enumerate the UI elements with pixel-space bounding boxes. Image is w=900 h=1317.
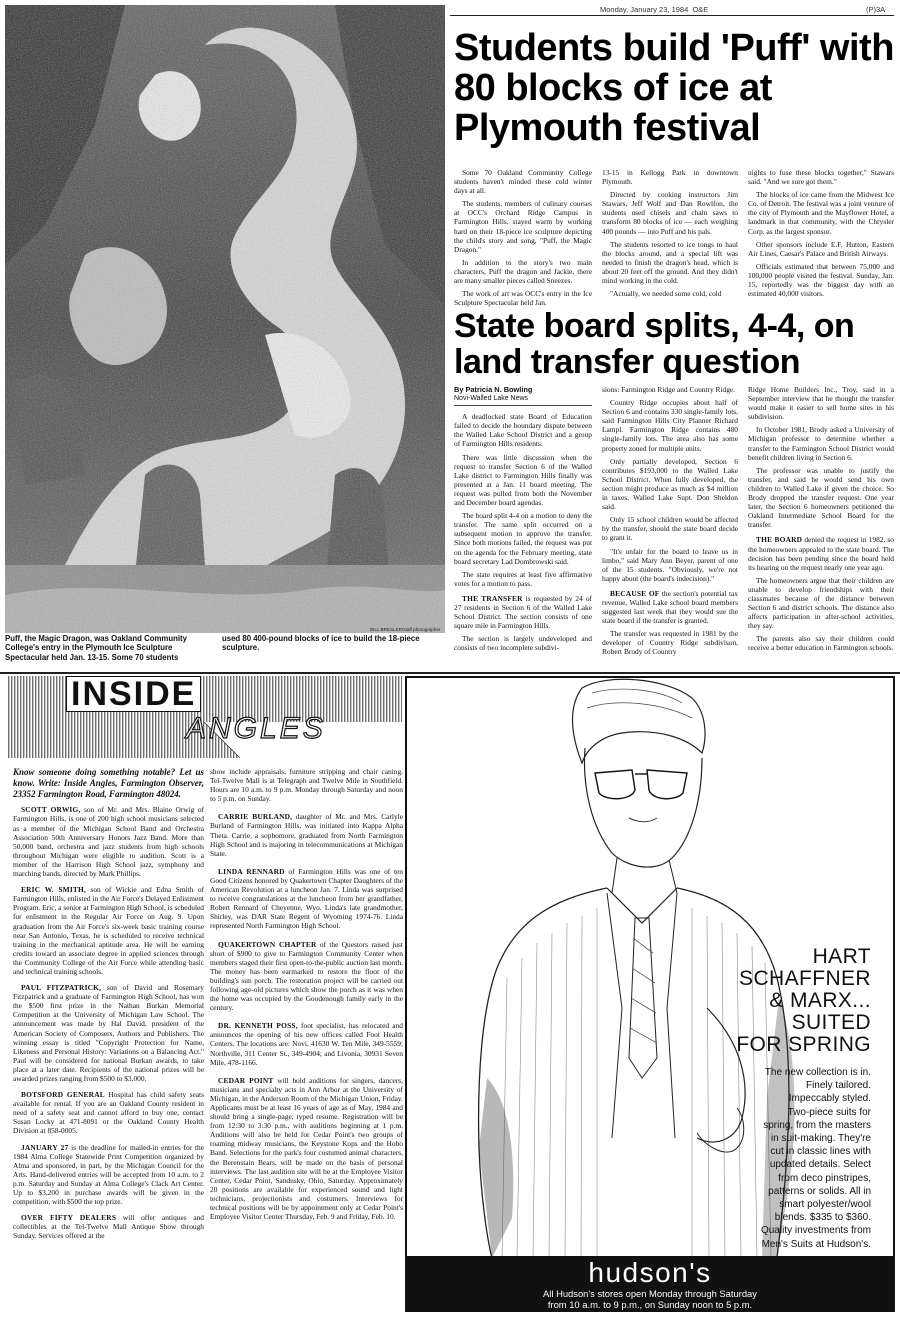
item-cedar-point: CEDAR POINT will hold auditions for singers, dancers, musicians and specialty acts in Ann Arbor at the University of Michigan, in the Anderson Room of the Michigan Union, Friday. Applicants must be at least 16 years of age as of May, 1984 and should bring a single-page, typed resume. Registration will be from 12:30 to 3:30 p.m., with auditions beginning at 1 p.m. Auditions will also be held for Cedar Point's two groups of roaming midway musicians, the Keystone Kops and the Hobo Band. Selections for the park's four costumed animal characters, the Berenstain Bears, will be made on the basis of personal interviews. The last audition site will be at the Employee Visitor Center, Cedar Point, Sandusky, Ohio, Saturday. Approximately 20 positions are available for experienced sound and light technicians, projectionists and costumers. Interviews for technical positions will be by appointment only at Cedar Point's Employee Visitor Center Thursday, Feb. 9 and Friday, Feb. 10. [210, 1075, 404, 1222]
hudsons-logo: hudson's [588, 1257, 712, 1288]
page-number: (P)3A [866, 5, 886, 14]
inside-angles-logo [8, 676, 402, 758]
puff-story-col3: nights to fuse these blocks together," Stawars said. "And we sure got them." The blocks of ice came from the Midwest Ice Co. of Detroit. The festival was a joint venture of the city of Plymouth and the Mayflower Hotel, a landmark in that community, with the Chrysler Corp. as the largest sponsor. Other sponsors include E.F. Hutton, Eastern Air Lines, Caesar's Palace and British Airways. Officials estimated that between 75,000 and 100,000 people visited the festival. Sunday, Jan. 15, reportedly was the biggest day with an estimated 40,000 visitors. [748, 168, 894, 299]
ad-headline: HART SCHAFFNER & MARX... SUITED FOR SPRING [736, 945, 871, 1056]
inside-col2: show include appraisals, furniture stripping and chair caning. Tel-Twelve Mall is at Telegraph and Twelve Mile in Southfield. Hours are 10 a.m. to 9 p.m. Monday through Saturday and noon to 5 p.m. on Sunday. CARRIE BURLAND, daughter of Mr. and Mrs. Carlyle Burland of Farmington Hills, was initiated into Kappa Alpha Theta. Carrie, a sophomore, graduated from North Farmington High School and is majoring in telecommunications at Michigan State. LINDA RENNARD of Farmington Hills was one of ten Good Citizens honored by Quakertown Chapter Daughters of the American Revolution at a luncheon Jan. 7. Linda was surprised to receive congratulations at the luncheon from her grandfather, Robert Rennard of Cheyenne, Wyo. Linda's late grandmother, Shirley, was DAR State Regent of Wyoming 1974-76. Linda represented North Farmington High School. QUAKERTOWN CHAPTER of the Questors raised just short of $900 to give to Farmington Community Center when members staged their first open-to-the-public auction last month. The money has been earmarked to restore the floor of the building's sun porch. The restoration project will be carried out following age-old pictures which show the porch as it was when the home was occupied by the Goodenough family early in the century. DR. KENNETH POSS, foot specialist, has relocated and announces the opening of his new offices called Foot Health Centers. The locations are: Novi, 41630 W. Ten Mile, 349-5559; Northville, 311 Center St., 349-4904; and Livonia, 30931 Seven Mile, 478-1166. CEDAR POINT will hold auditions for singers, dancers, musicians and specialty acts in Ann Arbor at the University of Michigan, in the Anderson Room of the Michigan Union, Friday. Applicants must be at least 16 years of age as of May, 1984 and should bring a single-page, typed resume. Registration will be from 12:30 to 3:30 p.m., with auditions beginning at 1 p.m. Auditions will also be held for Cedar Point's two groups of roaming midway musicians, the Keystone Kops and the Hobo Band. Selections for the park's four costumed animal characters, the Berenstain Bears, will be made on the basis of personal interviews. The last audition site will be at the Employee Visitor Center, Cedar Point, Sandusky, Ohio, Saturday. Approximately 20 positions are available for experienced sound and light technicians, projectionists and costumers. Interviews for technical positions will be by appointment only at Cedar Point's Employee Visitor Center Thursday, Feb. 9 and Friday, Feb. 10. [210, 767, 404, 1222]
store-hours-line1: All Hudson's stores open Monday through Saturday [543, 1288, 757, 1299]
item-poss: DR. KENNETH POSS, foot specialist, has relocated and announces the opening of his new offices called Foot Health Centers. The locations are: Novi, 41630 W. Ten Mile, 349-5559; Northville, 311 Center St., 349-4904; and Livonia, 30931 Seven Mile, 478-1166. [210, 1021, 403, 1067]
byline-org: Novi-Walled Lake News [454, 394, 592, 406]
item-smith: ERIC W. SMITH, son of Wickie and Edna Smith of Farmington Hills, enlisted in the Air Force's Delayed Enlistment Program. Eric, a senior at Farmington High School, is scheduled for enlistment in the Regular Air Force on Aug. 9. Upon graduation from the Air Force's six-week basic training course near San Antonio, Texas, he is scheduled to receive technical training in the mechanical aptitude area. He will be earning credits toward an associate degree in applied sciences through the Community College of the Air Force while attending basic and technical training schools. [13, 885, 204, 976]
board-story-col2: sions: Farmington Ridge and Country Ridge. Country Ridge occupies about half of Section 6 and contains 330 single-family lots, said Farmington Hills City Planner Richard Lampl. Farmington Ridge contains 480 single-family lots. The area also has some property zoned for multiple units. Only partially developed, Section 6 contributes $193,000 to the Walled Lake School District. When fully developed, the section might produce as much as $4 million in taxes, Walled Lake Supt. Don Sheldon said. Only 15 school children would be affected by the transfer, should the state board decide to grant it. "It's unfair for the board to leave us in limbo," said Mary Ann Beyer, parent of one of the 15 students. "Obviously, we're not happy about (the board's indecision)." BECAUSE OF the section's potential tax revenue, Walled Lake school board members suggested last week that they would sue the state board if the transfer is granted. The transfer was requested in 1981 by the developer of Country Ridge subdivison, Robert Brody of Country [602, 385, 738, 657]
folio-rule [450, 15, 894, 16]
photo-caption-right: used 80 400-pound blocks of ice to build the 18-piece sculpture. [222, 634, 420, 653]
ice-sculpture-photo [5, 5, 445, 633]
hudsons-ad [405, 676, 895, 1312]
puff-story-col2: 13-15 in Kellogg Park in downtown Plymouth. Directed by cooking instructors Jim Stawars, Jeff Wolf and Dan Rowlfon, the students used chisels and chain saws to transform 80 blocks of ice — each weighing 400 pounds — into Puff and his pals. The students resorted to ice tongs to haul the blocks around, and a special lift was needed to finish the dragon's head, which is about 20 feet off the ground. And they didn't mind working in the cold. "Actually, we needed some cold, cold [602, 168, 738, 299]
photo-credit: BILL BRESLER/staff photographer [370, 627, 441, 632]
puff-headline: Students build 'Puff' with 80 blocks of ice at Plymouth festival [454, 27, 894, 149]
item-rennard: LINDA RENNARD of Farmington Hills was one of ten Good Citizens honored by Quakertown Chapter Daughters of the American Revolution at a luncheon Jan. 7. Linda was surprised to receive congratulations at the luncheon from her grandfather, Robert Rennard of Cheyenne, Wyo. Linda's late grandmother, Shirley, was DAR State Regent of Wyoming 1974-76. Linda represented North Farmington High School. [210, 866, 403, 931]
photo-caption-left: Puff, the Magic Dragon, was Oakland Community College's entry in the Plymouth Ice Sculpture Spectacular held Jan. 13-15. Some 70 students [5, 634, 187, 662]
byline: By Patricia N. Bowling [454, 385, 533, 394]
item-orwig: SCOTT ORWIG, son of Mr. and Mrs. Blaine Orwig of Farmington Hills, is one of 200 high school musicians selected as a member of the Michigan School Band and Orchestra Association 50th Anniversary Honors Jazz Band. More than 50,000 band, orchestra and jazz students from high schools throughout Michigan were eligible to audition. Scott is a member of the Harrison High School jazz, symphony and marching bands, directed by Mark Phillips. [13, 805, 205, 879]
section-rule [0, 672, 900, 674]
item-fitzpatrick: PAUL FITZPATRICK, son of David and Rosemary Fitzpatrick and a graduate of Farmington High School, has won the $500 first prize in the Nathan Burkan Memorial Competition at the University of Michigan Law School. The announcement was made by Hal David, president of the American Society of Composers, Authors and Publishers. The winning essay is titled "Copyright Protection for Name, Likeness and Personal History: Variations on a Balancing Act." Paul will be considered for national Burkan awards, to take place at a later date. Recipients of the national prizes will be awarded prizes ranging from $500 to $3,000. [13, 983, 204, 1084]
inside-intro: Know someone doing something notable? Let us know. Write: Inside Angles, Farmington Observer, 23352 Farmington Road, Farmington 48024. [13, 767, 204, 799]
board-story-col3: Ridge Home Builders Inc., Troy, said in a September interview that he thought the transfer would make it easier to sell home sites in his subdivision. In October 1981, Brody asked a University of Michigan professor to determine whether a transfer to the Farmington School District would benefit children living in Section 6. The professor was unable to justify the transfer, and said he would send his own children to Walled Lake if given the choice. So Brody dropped the transfer request. One year later, the Section 6 homeowners petitioned the Oakland Intermediate School Board for the transfer. THE BOARD denied the request in 1982, so the homeowners appealed to the state board. The decision has been pending since the board held its hearing on the request nearly one year ago. The homeowners argue that their children are unable to develop friendships with their classmates because of the distance between Section 6 and district schools. The distance also affects participation in after-school activities, they say. The parents also say their children could receive a better education in Farmington schools. [748, 385, 895, 653]
page-date: Monday, January 23, 1984 O&E [600, 5, 709, 14]
logo-word-angles: ANGLES [186, 712, 326, 745]
board-story-col1: By Patricia N. Bowling Novi-Walled Lake News A deadlocked state Board of Education failed to decide the boundary dispute between the Walled Lake School District and a group of Farmington Hills residents. There was little discussion when the request to transfer Section 6 of the Walled Lake district to Farmington Hills finally was presented at a Jan. 11 board meeting. The request was pulled from both the November and December board agendas. The board split 4-4 on a motion to deny the transfer. The same split occurred on a subsequent motion to approve the transfer. Since both motions failed, the request was put on the agenda for the February meeting, state board secretary Lad Dombrowski said. The state requires at least five affirmative votes for a motion to pass. THE TRANSFER is requested by 24 of 27 residents in Section 6 of the Walled Lake School District. The section consists of one square mile in Farmington Hills. The section is largely undeveloped and consists of two incomplete subdivi- [454, 385, 592, 653]
item-january27: JANUARY 27 is the deadline for mailed-in entries for the 1984 Alma College Statewide Print Competition organized by Alma and sponsored, in part, by the Michigan Council for the Arts. Hand-delivered entries will be accepted from 10 a.m. to 2 p.m. Saturday and Sunday at Alma College's Clack Art Center. Up to $3,200 in purchase awards will be given in the competition, with $500 the top prize. [13, 1142, 204, 1207]
logo-word-inside: INSIDE [66, 676, 201, 712]
store-hours-line2: from 10 a.m. to 9 p.m., on Sunday noon to 5 p.m. [547, 1299, 753, 1310]
hudsons-banner [407, 1256, 893, 1312]
item-burland: CARRIE BURLAND, daughter of Mr. and Mrs. Carlyle Burland of Farmington Hills, was initiated into Kappa Alpha Theta. Carrie, a sophomore, graduated from North Farmington High School and is majoring in telecommunications at Michigan State. [210, 812, 403, 858]
item-dealers: OVER FIFTY DEALERS will offer antiques and collectibles at the Tel-Twelve Mall Antique Show through Sunday. Services offered at the [13, 1213, 204, 1241]
item-quakertown: QUAKERTOWN CHAPTER of the Questors raised just short of $900 to give to Farmington Community Center when members staged their first open-to-the-public auction last month. The money has been earmarked to restore the floor of the building's sun porch. The restoration project will be carried out following age-old pictures which show the porch as it was when the home was occupied by the Goodenough family early in the century. [210, 939, 403, 1013]
puff-story-col1: Some 70 Oakland Community College students haven't minded these cold winter days at all. The students, members of culinary courses at OCC's Orchard Ridge Campus in Farmington Hills, stayed warm by working hard on their 18-piece ice sculpture depicting the child's story and song, "Puff, the Magic Dragon." In addition to the story's two main characters, Puff the dragon and Jackie, there are many smaller pieces called Sneezes. The work of art was OCC's entry in the Ice Sculpture Spectacular held Jan. [454, 168, 592, 308]
board-headline: State board splits, 4-4, on land transfer question [454, 307, 855, 381]
ad-body-copy: The new collection is in. Finely tailored. Impeccably styled. Two-piece suits for spring, from the masters in suit-making. They're cut in classic lines with updated details. Select from deco pinstripes, patterns or solids. All in smart polyester/wool blends. $335 to $360. Quality investments from Men's Suits at Hudson's. [760, 1067, 871, 1250]
item-botsford: BOTSFORD GENERAL Hospital has child safety seats available for rental. If you are an Oakland County resident in need of a safety seat and cannot afford to buy one, contact Susan Locky at 471-8091 or the Oakland County Health Division at 858-0005. [13, 1090, 204, 1136]
inside-col1 [13, 767, 204, 1245]
